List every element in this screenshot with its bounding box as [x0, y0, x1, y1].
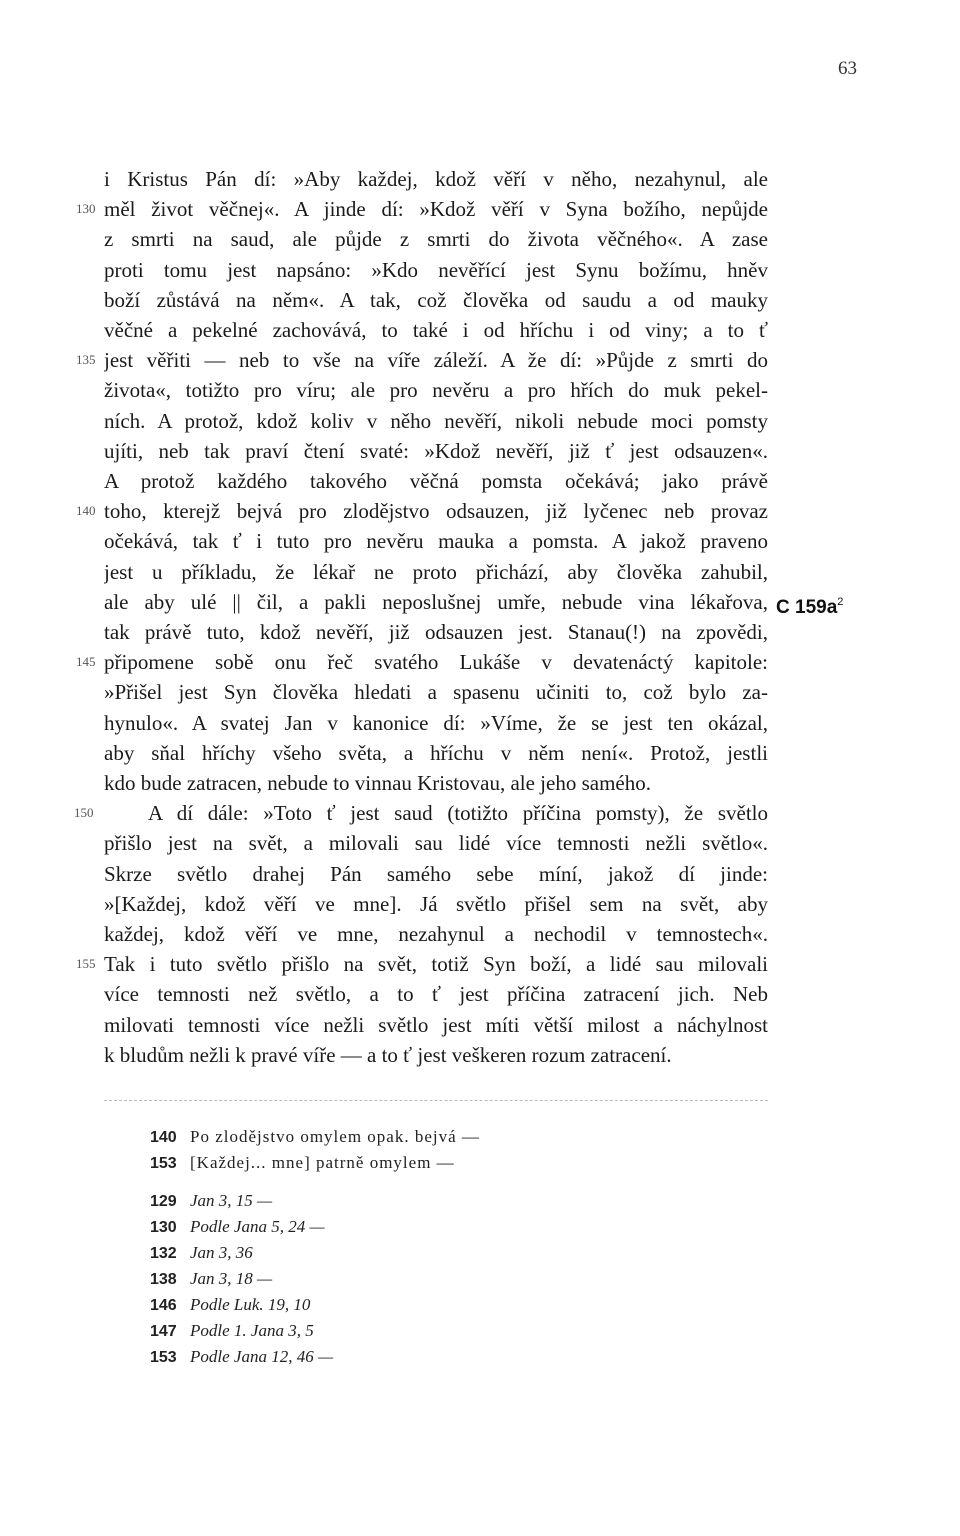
- note-text: [Každej... mne] patrně omylem —: [190, 1153, 455, 1172]
- text-line: jest u příkladu, že lékař ne proto přichází, aby člověka zahubil,: [104, 560, 768, 584]
- line-number: 135: [76, 352, 96, 367]
- margin-reference-sup: 2: [837, 596, 844, 608]
- source-notes: [150, 1188, 333, 1370]
- text-line: »[Každej, kdož věří ve mne]. Já světlo přišel sem na svět, aby: [104, 892, 768, 916]
- text-line: boží zůstává na něm«. A tak, což člověka od saudu a od mauky: [104, 288, 768, 312]
- text-line: proti tomu jest napsáno: »Kdo nevěřící jest Synu božímu, hněv: [104, 258, 768, 282]
- note-text: Podle Jana 5, 24 —: [190, 1217, 325, 1236]
- text-line: každej, kdož věří ve mne, nezahynul a nechodil v temnostech«.: [104, 922, 768, 946]
- note-text: Jan 3, 18 —: [190, 1269, 273, 1288]
- note-number: 153: [150, 1155, 177, 1172]
- margin-reference: [776, 587, 843, 623]
- text-line: připomene sobě onu řeč svatého Lukáše v devatenáctý kapitole:: [104, 650, 768, 674]
- text-line: očekává, tak ť i tuto pro nevěru mauka a pomsta. A jakož praveno: [104, 529, 768, 553]
- note-number: 147: [150, 1323, 177, 1340]
- note-row: [150, 1240, 333, 1266]
- text-line: »Přišel jest Syn člověka hledati a spasenu učiniti to, což bylo za-: [104, 680, 768, 704]
- note-row: [150, 1150, 480, 1176]
- text-line: kdo bude zatracen, nebude to vinnau Kristovau, ale jeho samého.: [104, 771, 651, 795]
- line-number: 145: [76, 654, 96, 669]
- text-line: z smrti na saud, ale půjde z smrti do života věčného«. A zase: [104, 227, 768, 251]
- note-row: [150, 1124, 480, 1150]
- margin-reference-label: C 159a: [776, 597, 838, 618]
- text-line: ních. A protož, kdož koliv v něho nevěří, nikoli nebude moci pomsty: [104, 409, 768, 433]
- variant-notes: [150, 1124, 480, 1176]
- text-line: hynulo«. A svatej Jan v kanonice dí: »Víme, že se jest ten okázal,: [104, 711, 768, 735]
- text-line: A dí dále: »Toto ť jest saud (totižto příčina pomsty), že světlo: [148, 801, 768, 825]
- text-line: k bludům nežli k pravé víře — a to ť jest veškeren rozum zatracení.: [104, 1043, 672, 1067]
- line-number: 130: [76, 201, 96, 216]
- note-text: Podle 1. Jana 3, 5: [190, 1321, 314, 1340]
- text-line: věčné a pekelné zachovává, to také i od hříchu i od viny; a to ť: [104, 318, 768, 342]
- note-number: 130: [150, 1219, 177, 1236]
- note-number: 129: [150, 1193, 177, 1210]
- text-line: ujíti, neb tak praví čtení svaté: »Kdož nevěří, již ť jest odsauzen«.: [104, 439, 768, 463]
- note-row: [150, 1266, 333, 1292]
- note-text: Podle Luk. 19, 10: [190, 1295, 311, 1314]
- text-line: i Kristus Pán dí: »Aby každej, kdož věří v něho, nezahynul, ale: [104, 167, 768, 191]
- note-number: 140: [150, 1129, 177, 1146]
- line-number: 140: [76, 503, 96, 518]
- text-line: přišlo jest na svět, a milovali sau lidé více temnosti nežli světlo«.: [104, 831, 768, 855]
- text-line: milovati temnosti více nežli světlo jest míti větší milost a náchylnost: [104, 1013, 768, 1037]
- text-line: A protož každého takového věčná pomsta očekává; jako právě: [104, 469, 768, 493]
- note-row: [150, 1344, 333, 1370]
- note-number: 153: [150, 1349, 177, 1366]
- text-line: tak právě tuto, kdož nevěří, již odsauzen jest. Stanau(!) na zpovědi,: [104, 620, 768, 644]
- note-text: Podle Jana 12, 46 —: [190, 1347, 334, 1366]
- note-text: Jan 3, 36: [190, 1243, 253, 1262]
- text-line: toho, kterejž bejvá pro zlodějstvo odsauzen, již lyčenec neb provaz: [104, 499, 768, 523]
- page-number: 63: [838, 58, 857, 79]
- note-number: 146: [150, 1297, 177, 1314]
- note-row: [150, 1214, 333, 1240]
- note-text: Jan 3, 15 —: [190, 1191, 273, 1210]
- text-line: jest věřiti — neb to vše na víře záleží. A že dí: »Půjde z smrti do: [104, 348, 768, 372]
- footnote-divider: [104, 1100, 768, 1101]
- text-line: života«, totižto pro víru; ale pro nevěru a pro hřích do muk pekel-: [104, 378, 768, 402]
- text-line: Skrze světlo drahej Pán samého sebe míní, jakož dí jinde:: [104, 862, 768, 886]
- text-line: ale aby ulé || čil, a pakli neposlušnej umře, nebude vina lékařova,: [104, 590, 768, 614]
- note-number: 138: [150, 1271, 177, 1288]
- text-line: více temnosti než světlo, a to ť jest příčina zatracení jich. Neb: [104, 982, 768, 1006]
- note-row: [150, 1292, 333, 1318]
- note-text: Po zlodějstvo omylem opak. bejvá —: [190, 1127, 480, 1146]
- note-row: [150, 1188, 333, 1214]
- line-number: 150: [74, 805, 94, 820]
- text-line: aby sňal hříchy všeho světa, a hříchu v něm není«. Protož, jestli: [104, 741, 768, 765]
- text-line: měl život věčnej«. A jinde dí: »Kdož věří v Syna božího, nepůjde: [104, 197, 768, 221]
- text-line: Tak i tuto světlo přišlo na svět, totiž Syn boží, a lidé sau milovali: [104, 952, 768, 976]
- note-row: [150, 1318, 333, 1344]
- note-number: 132: [150, 1245, 177, 1262]
- line-number: 155: [76, 956, 96, 971]
